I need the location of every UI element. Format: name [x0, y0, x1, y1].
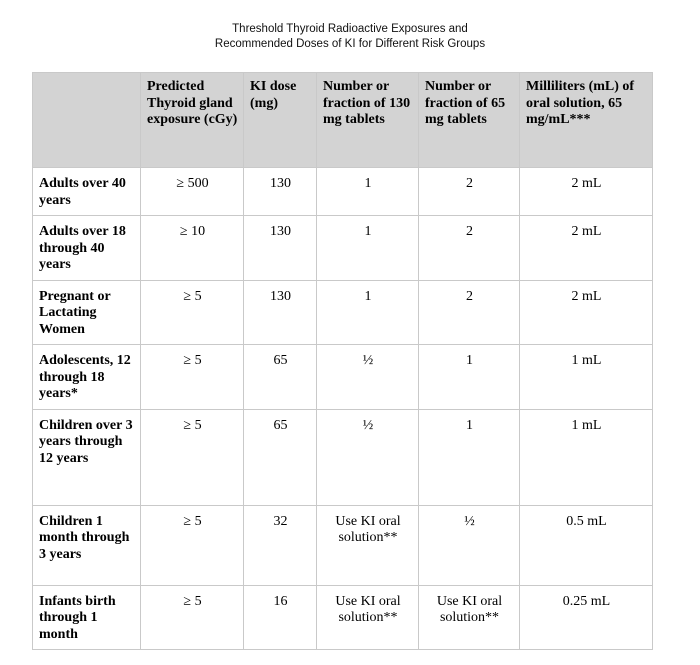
- risk-group-cell: Adolescents, 12 through 18 years*: [33, 345, 141, 410]
- oral-solution-cell: 0.25 mL: [520, 585, 653, 650]
- ki-dose-cell: 16: [244, 585, 317, 650]
- ki-dose-cell: 65: [244, 345, 317, 410]
- tablets-130-cell: ½: [317, 345, 419, 410]
- table-row: [33, 280, 653, 345]
- risk-group-cell: Adults over 18 through 40 years: [33, 216, 141, 281]
- risk-group-cell: Pregnant or Lactating Women: [33, 280, 141, 345]
- ki-dose-cell: 130: [244, 168, 317, 216]
- header-oral-solution-ml: Milliliters (mL) of oral solution, 65 mg/mL***: [520, 73, 653, 168]
- tablets-65-cell: 1: [419, 345, 520, 410]
- header-65mg-tablets: Number or fraction of 65 mg tablets: [419, 73, 520, 168]
- exposure-cell: ≥ 5: [141, 505, 244, 585]
- ki-dose-cell: 32: [244, 505, 317, 585]
- tablets-65-cell: Use KI oral solution**: [419, 585, 520, 650]
- header-row: [33, 73, 653, 168]
- exposure-cell: ≥ 500: [141, 168, 244, 216]
- tablets-65-cell: ½: [419, 505, 520, 585]
- table-row: [33, 585, 653, 650]
- tablets-130-cell: Use KI oral solution**: [317, 585, 419, 650]
- oral-solution-cell: 0.5 mL: [520, 505, 653, 585]
- tablets-130-cell: ½: [317, 409, 419, 505]
- risk-group-cell: Infants birth through 1 month: [33, 585, 141, 650]
- exposure-cell: ≥ 5: [141, 409, 244, 505]
- oral-solution-cell: 2 mL: [520, 216, 653, 281]
- table-title: [0, 22, 700, 52]
- header-130mg-tablets: Number or fraction of 130 mg tablets: [317, 73, 419, 168]
- header-ki-dose: KI dose (mg): [244, 73, 317, 168]
- tablets-65-cell: 1: [419, 409, 520, 505]
- oral-solution-cell: 1 mL: [520, 409, 653, 505]
- tablets-130-cell: 1: [317, 216, 419, 281]
- ki-dose-cell: 65: [244, 409, 317, 505]
- oral-solution-cell: 2 mL: [520, 280, 653, 345]
- risk-group-cell: Children 1 month through 3 years: [33, 505, 141, 585]
- risk-group-cell: Children over 3 years through 12 years: [33, 409, 141, 505]
- ki-dose-cell: 130: [244, 216, 317, 281]
- ki-dose-table: [32, 72, 653, 650]
- tablets-65-cell: 2: [419, 168, 520, 216]
- oral-solution-cell: 2 mL: [520, 168, 653, 216]
- header-risk-group: [33, 73, 141, 168]
- table-row: [33, 409, 653, 505]
- table-row: [33, 216, 653, 281]
- title-line-1: Threshold Thyroid Radioactive Exposures and: [232, 23, 468, 35]
- tablets-130-cell: 1: [317, 168, 419, 216]
- exposure-cell: ≥ 10: [141, 216, 244, 281]
- exposure-cell: ≥ 5: [141, 345, 244, 410]
- header-thyroid-exposure: Predicted Thyroid gland exposure (cGy): [141, 73, 244, 168]
- tablets-65-cell: 2: [419, 280, 520, 345]
- table-row: [33, 168, 653, 216]
- table-row: [33, 505, 653, 585]
- exposure-cell: ≥ 5: [141, 280, 244, 345]
- tablets-65-cell: 2: [419, 216, 520, 281]
- tablets-130-cell: 1: [317, 280, 419, 345]
- title-line-2: Recommended Doses of KI for Different Risk Groups: [214, 38, 486, 50]
- table-row: [33, 345, 653, 410]
- oral-solution-cell: 1 mL: [520, 345, 653, 410]
- tablets-130-cell: Use KI oral solution**: [317, 505, 419, 585]
- ki-dose-cell: 130: [244, 280, 317, 345]
- exposure-cell: ≥ 5: [141, 585, 244, 650]
- risk-group-cell: Adults over 40 years: [33, 168, 141, 216]
